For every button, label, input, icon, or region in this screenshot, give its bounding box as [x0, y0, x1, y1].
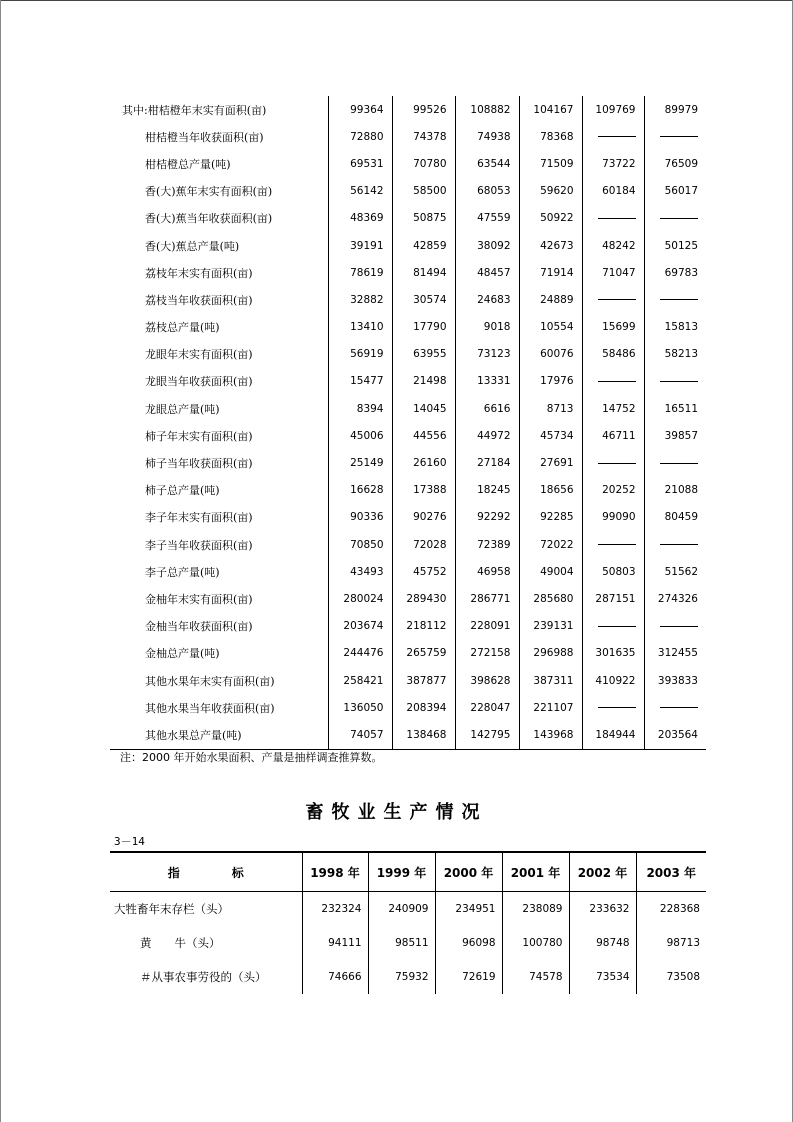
value-cell: 14045: [392, 395, 455, 422]
value-cell: 39191: [328, 232, 392, 259]
table-row: [110, 232, 706, 259]
value-cell: 312455: [657, 647, 698, 660]
value-cell: 136050: [328, 694, 392, 721]
value-cell: 70780: [392, 150, 455, 177]
not-available-dash: [598, 381, 636, 382]
value-cell: 25149: [328, 449, 392, 476]
value-cell: 272158: [455, 640, 519, 667]
value-cell: 208394: [392, 694, 455, 721]
table-row: [110, 585, 706, 612]
value-cell: [644, 205, 706, 232]
value-cell: 56017: [664, 185, 698, 198]
row-label: 柿子年末实有面积(亩): [110, 422, 328, 449]
value-cell: [582, 123, 644, 150]
row-label: 龙眼总产量(吨): [110, 395, 328, 422]
row-label: 其中:柑桔橙年末实有面积(亩): [110, 96, 328, 123]
table-row: [110, 531, 706, 558]
value-cell: 32882: [328, 286, 392, 313]
value-cell: 104167: [519, 96, 582, 123]
value-cell: 20252: [582, 477, 644, 504]
table-row: [110, 422, 706, 449]
row-label: 李子当年收获面积(亩): [110, 531, 328, 558]
value-cell: 69531: [328, 150, 392, 177]
value-cell: [644, 531, 706, 558]
row-label: 柑桔橙当年收获面积(亩): [110, 123, 328, 150]
value-cell: 92292: [455, 504, 519, 531]
row-label: 柑桔橙总产量(吨): [110, 150, 328, 177]
not-available-dash: [598, 136, 636, 137]
not-available-dash: [598, 626, 636, 627]
value-cell: 26160: [392, 449, 455, 476]
value-cell: 410922: [582, 667, 644, 694]
value-cell: [582, 531, 644, 558]
value-cell: 42859: [392, 232, 455, 259]
row-label: 龙眼当年收获面积(亩): [110, 368, 328, 395]
year-header: 2002 年: [569, 852, 636, 892]
value-cell: 42673: [519, 232, 582, 259]
value-cell: 244476: [328, 640, 392, 667]
value-cell: 99090: [582, 504, 644, 531]
table-row: [110, 150, 706, 177]
value-cell: 43493: [328, 558, 392, 585]
value-cell: 17790: [392, 314, 455, 341]
value-cell: 72022: [519, 531, 582, 558]
indicator-header: [110, 852, 302, 892]
table-row: [110, 314, 706, 341]
value-cell: 109769: [582, 96, 644, 123]
value-cell: 108882: [455, 96, 519, 123]
value-cell: [644, 286, 706, 313]
value-cell: 17388: [392, 477, 455, 504]
not-available-dash: [660, 707, 698, 708]
value-cell: 46958: [455, 558, 519, 585]
value-cell: 221107: [519, 694, 582, 721]
value-cell: 71047: [582, 259, 644, 286]
table-row: [110, 341, 706, 368]
value-cell: 228091: [455, 613, 519, 640]
value-cell: 296988: [519, 640, 582, 667]
value-cell: 68053: [455, 178, 519, 205]
value-cell: 73123: [455, 341, 519, 368]
not-available-dash: [598, 707, 636, 708]
value-cell: 58486: [582, 341, 644, 368]
value-cell: 99526: [392, 96, 455, 123]
value-cell: 13410: [328, 314, 392, 341]
value-cell: 60184: [582, 178, 644, 205]
table-row: [110, 96, 706, 123]
value-cell: 27691: [519, 449, 582, 476]
not-available-dash: [660, 218, 698, 219]
table-row: [110, 449, 706, 476]
section-title: 畜牧业生产情况: [305, 802, 488, 823]
table-row: [110, 558, 706, 585]
value-cell: 74378: [392, 123, 455, 150]
header-row: [110, 852, 706, 892]
not-available-dash: [660, 626, 698, 627]
value-cell: 265759: [392, 640, 455, 667]
row-label: 其他水果年末实有面积(亩): [110, 667, 328, 694]
table-row: [110, 123, 706, 150]
value-cell: 38092: [455, 232, 519, 259]
livestock-table-body: [110, 892, 706, 995]
not-available-dash: [598, 299, 636, 300]
value-cell: 90276: [392, 504, 455, 531]
row-label: 龙眼年末实有面积(亩): [110, 341, 328, 368]
value-cell: 98748: [569, 926, 636, 960]
value-cell: [582, 286, 644, 313]
value-cell: 63955: [392, 341, 455, 368]
value-cell: 96098: [435, 926, 502, 960]
fruit-table-note: 注：2000 年开始水果面积、产量是抽样调查推算数。: [120, 751, 383, 764]
value-cell: 48242: [582, 232, 644, 259]
value-cell: 72389: [455, 531, 519, 558]
value-cell: 94111: [302, 926, 368, 960]
value-cell: 72028: [392, 531, 455, 558]
table-row: [110, 286, 706, 313]
row-label: 其他水果当年收获面积(亩): [110, 694, 328, 721]
value-cell: 387311: [519, 667, 582, 694]
value-cell: [644, 449, 706, 476]
value-cell: 59620: [519, 178, 582, 205]
value-cell: 13331: [455, 368, 519, 395]
year-header: 2003 年: [636, 852, 706, 892]
row-label: 其他水果总产量(吨): [110, 721, 328, 749]
table-row: [110, 504, 706, 531]
value-cell: 289430: [392, 585, 455, 612]
value-cell: 218112: [392, 613, 455, 640]
value-cell: 99364: [328, 96, 392, 123]
value-cell: 50803: [582, 558, 644, 585]
table-row: [110, 178, 706, 205]
value-cell: 258421: [328, 667, 392, 694]
value-cell: 56919: [328, 341, 392, 368]
value-cell: 27184: [455, 449, 519, 476]
table-row: [110, 721, 706, 749]
value-cell: 74938: [455, 123, 519, 150]
value-cell: 89979: [664, 103, 698, 116]
year-header: 2000 年: [435, 852, 502, 892]
not-available-dash: [660, 136, 698, 137]
value-cell: 71509: [519, 150, 582, 177]
value-cell: 280024: [328, 585, 392, 612]
table-row: [110, 613, 706, 640]
value-cell: 60076: [519, 341, 582, 368]
table-row: [110, 477, 706, 504]
table-row: [110, 640, 706, 667]
fruit-production-table: [110, 96, 706, 750]
value-cell: 274326: [657, 592, 698, 605]
indicator-header-char-2: 标: [231, 865, 244, 880]
value-cell: 6616: [455, 395, 519, 422]
value-cell: [644, 368, 706, 395]
value-cell: 16511: [664, 402, 698, 415]
value-cell: 21498: [392, 368, 455, 395]
row-label: 李子年末实有面积(亩): [110, 504, 328, 531]
table-row: [110, 368, 706, 395]
value-cell: 301635: [582, 640, 644, 667]
value-cell: 81494: [392, 259, 455, 286]
value-cell: 78619: [328, 259, 392, 286]
value-cell: 9018: [455, 314, 519, 341]
value-cell: 10554: [519, 314, 582, 341]
value-cell: 69783: [664, 266, 698, 279]
value-cell: 71914: [519, 259, 582, 286]
value-cell: [582, 368, 644, 395]
row-label: 荔枝当年收获面积(亩): [110, 286, 328, 313]
row-label: 金柚年末实有面积(亩): [110, 585, 328, 612]
row-label: 黄 牛（头）: [110, 926, 302, 960]
year-header: 1999 年: [368, 852, 435, 892]
value-cell: 50125: [664, 239, 698, 252]
value-cell: 49004: [519, 558, 582, 585]
value-cell: 44556: [392, 422, 455, 449]
row-label: ＃从事农事劳役的（头）: [110, 960, 302, 994]
value-cell: 73508: [666, 971, 700, 983]
page-top-border: [0, 0, 793, 1]
value-cell: 74666: [302, 960, 368, 994]
value-cell: [582, 449, 644, 476]
not-available-dash: [598, 463, 636, 464]
value-cell: 48457: [455, 259, 519, 286]
value-cell: 72880: [328, 123, 392, 150]
value-cell: 15699: [582, 314, 644, 341]
value-cell: 8713: [519, 395, 582, 422]
value-cell: 74578: [502, 960, 569, 994]
value-cell: 58500: [392, 178, 455, 205]
row-label: 柿子当年收获面积(亩): [110, 449, 328, 476]
page-left-border: [0, 0, 1, 1122]
row-label: 柿子总产量(吨): [110, 477, 328, 504]
value-cell: 238089: [502, 892, 569, 927]
row-label: 香(大)蕉总产量(吨): [110, 232, 328, 259]
value-cell: 398628: [455, 667, 519, 694]
table-row: [110, 926, 706, 960]
value-cell: 15813: [664, 321, 698, 334]
value-cell: 228047: [455, 694, 519, 721]
table-row: [110, 259, 706, 286]
value-cell: 100780: [502, 926, 569, 960]
not-available-dash: [660, 544, 698, 545]
value-cell: 76509: [664, 157, 698, 170]
row-label: 香(大)蕉年末实有面积(亩): [110, 178, 328, 205]
value-cell: 58213: [664, 348, 698, 361]
value-cell: 92285: [519, 504, 582, 531]
value-cell: 17976: [519, 368, 582, 395]
value-cell: [644, 123, 706, 150]
value-cell: 228368: [659, 903, 700, 915]
not-available-dash: [598, 218, 636, 219]
value-cell: 50875: [392, 205, 455, 232]
value-cell: [582, 613, 644, 640]
row-label: 金柚当年收获面积(亩): [110, 613, 328, 640]
value-cell: 47559: [455, 205, 519, 232]
value-cell: 73722: [582, 150, 644, 177]
table-number: 3－14: [114, 835, 145, 848]
value-cell: [582, 205, 644, 232]
value-cell: 74057: [328, 721, 392, 749]
row-label: 大牲畜年末存栏（头）: [110, 892, 302, 927]
indicator-header-char-1: 指: [167, 865, 180, 880]
value-cell: 80459: [664, 511, 698, 524]
value-cell: 30574: [392, 286, 455, 313]
row-label: 荔枝年末实有面积(亩): [110, 259, 328, 286]
value-cell: 72619: [435, 960, 502, 994]
value-cell: 138468: [392, 721, 455, 749]
value-cell: 78368: [519, 123, 582, 150]
value-cell: 24683: [455, 286, 519, 313]
row-label: 李子总产量(吨): [110, 558, 328, 585]
value-cell: [644, 694, 706, 721]
not-available-dash: [598, 544, 636, 545]
value-cell: 287151: [582, 585, 644, 612]
value-cell: 45752: [392, 558, 455, 585]
value-cell: 286771: [455, 585, 519, 612]
value-cell: 232324: [302, 892, 368, 927]
value-cell: 70850: [328, 531, 392, 558]
value-cell: 50922: [519, 205, 582, 232]
value-cell: 90336: [328, 504, 392, 531]
value-cell: 16628: [328, 477, 392, 504]
value-cell: 203564: [644, 721, 706, 749]
value-cell: 239131: [519, 613, 582, 640]
value-cell: 234951: [435, 892, 502, 927]
value-cell: 63544: [455, 150, 519, 177]
value-cell: 240909: [368, 892, 435, 927]
value-cell: 14752: [582, 395, 644, 422]
value-cell: 24889: [519, 286, 582, 313]
table-row: [110, 667, 706, 694]
value-cell: 48369: [328, 205, 392, 232]
fruit-table-body: [110, 96, 706, 749]
value-cell: 184944: [582, 721, 644, 749]
value-cell: 44972: [455, 422, 519, 449]
row-label: 荔枝总产量(吨): [110, 314, 328, 341]
value-cell: 73534: [569, 960, 636, 994]
value-cell: 233632: [569, 892, 636, 927]
value-cell: 98511: [368, 926, 435, 960]
value-cell: [582, 694, 644, 721]
value-cell: [644, 613, 706, 640]
value-cell: 46711: [582, 422, 644, 449]
table-row: [110, 892, 706, 927]
value-cell: 8394: [328, 395, 392, 422]
value-cell: 393833: [657, 674, 698, 687]
table-row: [110, 960, 706, 994]
value-cell: 285680: [519, 585, 582, 612]
value-cell: 15477: [328, 368, 392, 395]
value-cell: 143968: [519, 721, 582, 749]
value-cell: 45734: [519, 422, 582, 449]
value-cell: 98713: [666, 937, 700, 949]
value-cell: 45006: [328, 422, 392, 449]
value-cell: 203674: [328, 613, 392, 640]
not-available-dash: [660, 381, 698, 382]
value-cell: 18656: [519, 477, 582, 504]
value-cell: 142795: [455, 721, 519, 749]
livestock-production-table: [110, 851, 706, 994]
row-label: 香(大)蕉当年收获面积(亩): [110, 205, 328, 232]
table-row: [110, 205, 706, 232]
year-header: 2001 年: [502, 852, 569, 892]
table-row: [110, 395, 706, 422]
value-cell: 56142: [328, 178, 392, 205]
year-header: 1998 年: [302, 852, 368, 892]
value-cell: 39857: [664, 429, 698, 442]
row-label: 金柚总产量(吨): [110, 640, 328, 667]
not-available-dash: [660, 299, 698, 300]
table-row: [110, 694, 706, 721]
value-cell: 75932: [368, 960, 435, 994]
value-cell: 51562: [664, 565, 698, 578]
value-cell: 18245: [455, 477, 519, 504]
value-cell: 387877: [392, 667, 455, 694]
value-cell: 21088: [664, 484, 698, 497]
not-available-dash: [660, 463, 698, 464]
